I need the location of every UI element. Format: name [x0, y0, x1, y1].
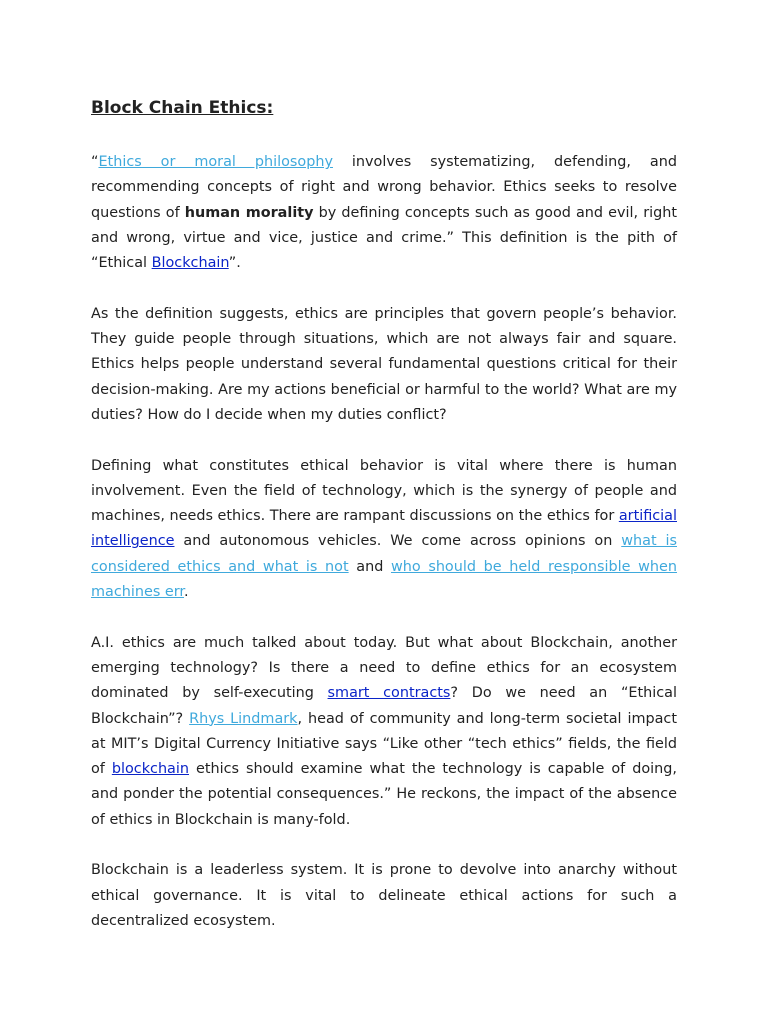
paragraph-2: As the definition suggests, ethics are principles that govern people’s behavior. They guide people through situations, which are not always fair and square. Ethics helps people understand several fundamental questions critical for their decision-making. Are my actions beneficial or harmful to the world? What are my duties? How do I decide when my duties conflict? — [91, 305, 677, 423]
document-page — [91, 96, 677, 960]
link-blockchain-ethics[interactable]: blockchain — [111, 761, 189, 778]
link-blockchain[interactable]: Blockchain — [151, 255, 229, 272]
paragraph-1 — [91, 150, 677, 276]
paragraph-text: . — [184, 584, 189, 601]
link-what-is-considered-ethics[interactable]: what is considered ethics and what is not — [91, 533, 677, 575]
paragraph-text: , head of community and long-term societal impact at MIT’s Digital Currency Initiative says “Like other “tech ethics” fields, the field of — [91, 710, 677, 778]
paragraph-text: A.I. ethics are much talked about today. But what about Blockchain, another emerging technology? Is there a need to define ethics for an ecosystem dominated by self-executing — [91, 634, 677, 702]
paragraph-text: ”. — [228, 255, 241, 272]
paragraph-5: Blockchain is a leaderless system. It is prone to devolve into anarchy without ethical governance. It is vital to delineate ethical actions for such a decentralized ecosystem. — [91, 862, 677, 929]
link-smart-contracts[interactable]: smart contracts — [327, 685, 451, 702]
paragraph-text: ? Do we need an “Ethical Blockchain”? — [91, 685, 677, 727]
paragraph-3 — [91, 454, 677, 606]
paragraph-text: ethics should examine what the technology is capable of doing, and ponder the potential consequences.” He reckons, the impact of the absence of ethics in Blockchain is many-fold. — [91, 761, 677, 828]
paragraph-text: by defining concepts such as good and evil, right and wrong, virtue and vice, justice and crime.” This definition is the pith of “Ethical — [91, 204, 678, 272]
paragraph-text: and autonomous vehicles. We come across opinions on — [174, 533, 622, 550]
bold-text: human morality — [184, 204, 314, 221]
paragraph-text: “ — [91, 154, 99, 170]
paragraph-text: involves systematizing, defending, and recommending concepts of right and wrong behavior. Ethics seeks to resolve questions of — [91, 154, 677, 221]
link-ethics-moral-philosophy[interactable]: Ethics or moral philosophy — [98, 154, 333, 170]
page-title: Block Chain Ethics: — [91, 98, 274, 118]
link-rhys-lindmark[interactable]: Rhys Lindmark — [189, 710, 298, 727]
paragraph-4 — [91, 631, 677, 833]
link-artificial-intelligence[interactable]: artificial intelligence — [91, 508, 677, 550]
paragraph-text: Defining what constitutes ethical behavior is vital where there is human involvement. Even the field of technology, which is the synergy of people and machines, needs ethics. There are rampant discussions on the ethics for — [91, 457, 677, 525]
link-who-should-be-held-responsible[interactable]: who should be held responsible when machines err — [91, 558, 677, 601]
paragraph-text: and — [348, 558, 391, 575]
